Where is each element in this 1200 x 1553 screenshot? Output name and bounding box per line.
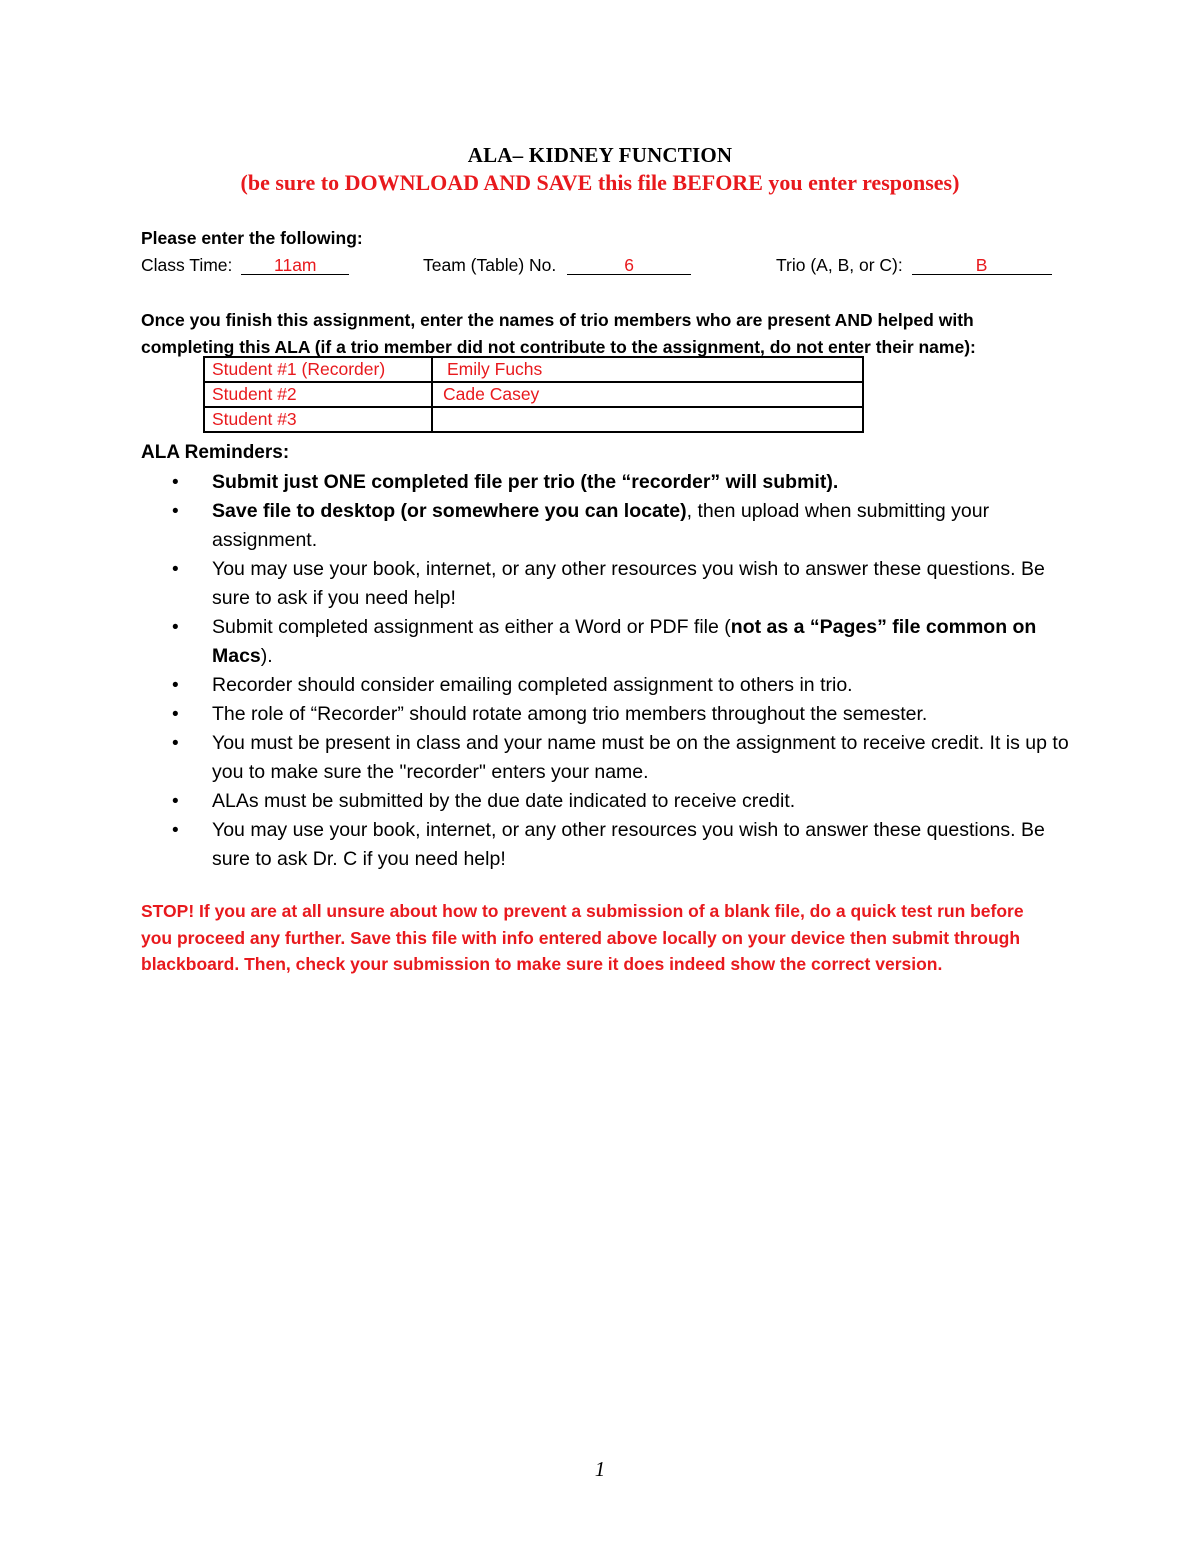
reminder-text: You must be present in class and your name must be on the assignment to receive credit. It is up to you to make sure the "recorder" enters your name. [212, 732, 1069, 783]
list-item [172, 671, 1072, 700]
form-intro: Please enter the following: [141, 228, 363, 248]
team-number-field [423, 255, 691, 276]
reminder-text: , then upload when submitting your assignment. [212, 500, 990, 551]
table-row [204, 357, 863, 382]
bullet-icon: • [172, 559, 179, 580]
bullet-icon: • [172, 820, 179, 841]
trio-instructions-main: Once you finish this assignment, enter the names of trio members who are present AND helped with completing this ALA [141, 310, 974, 357]
reminder-text-bold: Submit just ONE completed file per trio (the “recorder” will submit). [212, 471, 839, 493]
reminder-text: Submit completed assignment as either a Word or PDF file ( [212, 616, 731, 638]
bullet-icon: • [172, 675, 179, 696]
bullet-icon: • [172, 704, 179, 725]
bullet-icon: • [172, 617, 179, 638]
reminder-text-bold: not as a “Pages” file common on Macs [212, 616, 1037, 667]
bullet-icon: • [172, 733, 179, 754]
table-row [204, 407, 863, 432]
student-3-label: Student #3 [204, 407, 432, 432]
trio-value[interactable]: B [912, 255, 1052, 275]
class-time-field [141, 255, 349, 276]
document-subtitle: (be sure to DOWNLOAD AND SAVE this file BEFORE you enter responses) [240, 170, 960, 195]
table-row [204, 382, 863, 407]
reminder-text: ). [260, 645, 273, 667]
trio-instructions [141, 307, 1061, 361]
page-number: 1 [594, 1457, 606, 1481]
list-item [172, 700, 1072, 729]
student-3-name[interactable] [432, 407, 863, 432]
student-1-label: Student #1 (Recorder) [204, 357, 432, 382]
reminder-text: You may use your book, internet, or any other resources you wish to answer these questions. Be sure to ask if you need help! [212, 558, 1045, 609]
trio-members-table [203, 356, 864, 433]
list-item [172, 729, 1072, 787]
list-item [172, 468, 1072, 497]
reminders-heading: ALA Reminders: [141, 442, 290, 463]
reminder-text: ALAs must be submitted by the due date indicated to receive credit. [212, 790, 796, 812]
team-number-label: Team (Table) No. [423, 255, 557, 275]
reminder-text-bold: Save file to desktop (or somewhere you can locate) [212, 500, 687, 522]
class-time-label: Class Time: [141, 255, 233, 275]
bullet-icon: • [172, 501, 179, 522]
student-2-name[interactable]: Cade Casey [432, 382, 863, 407]
bullet-icon: • [172, 791, 179, 812]
list-item [172, 555, 1072, 613]
list-item [172, 787, 1072, 816]
class-time-value[interactable]: 11am [241, 255, 349, 275]
bullet-icon: • [172, 472, 179, 493]
student-1-name[interactable]: Emily Fuchs [432, 357, 863, 382]
student-2-label: Student #2 [204, 382, 432, 407]
reminder-text: Recorder should consider emailing completed assignment to others in trio. [212, 674, 853, 696]
reminder-text: The role of “Recorder” should rotate among trio members throughout the semester. [212, 703, 928, 725]
team-number-value[interactable]: 6 [567, 255, 691, 275]
reminder-text: You may use your book, internet, or any other resources you wish to answer these questions. Be sure to ask Dr. C if you need help! [212, 819, 1045, 870]
stop-warning: STOP! If you are at all unsure about how to prevent a submission of a blank file, do a quick test run before you proceed any further. Save this file with info entered above locally on your device then submit through blackboard. Then, check your submission to make sure it does indeed show the correct version. [141, 901, 1024, 975]
list-item [172, 816, 1072, 874]
reminders-list [172, 468, 1072, 874]
list-item [172, 613, 1072, 671]
list-item [172, 497, 1072, 555]
trio-label: Trio (A, B, or C): [776, 255, 903, 275]
document-title: ALA– KIDNEY FUNCTION [467, 143, 733, 167]
trio-field [776, 255, 1052, 276]
trio-instructions-note: (if a trio member did not contribute to the assignment, do not enter their name): [314, 337, 976, 357]
